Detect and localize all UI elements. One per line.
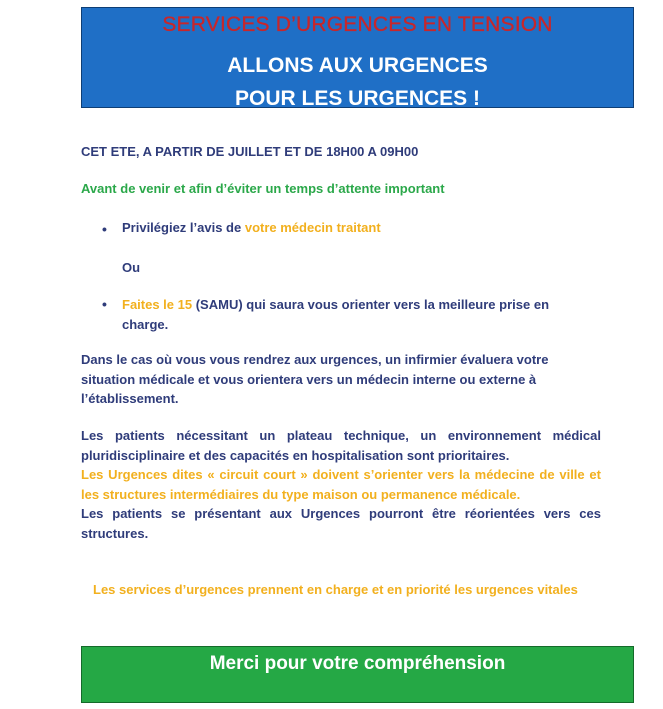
reorientation-text: Les patients se présentant aux Urgences pourront être réorientées vers ces structures. bbox=[81, 506, 601, 541]
triage-paragraph: Dans le cas où vous vous rendrez aux urgences, un infirmier évaluera votre situation médicale et vous orientera vers un médecin interne ou externe à l’établissement. bbox=[81, 352, 549, 406]
bullet-item-doctor-highlight: votre médecin traitant bbox=[244, 220, 381, 235]
header-title-line2: POUR LES URGENCES ! bbox=[234, 87, 481, 110]
short-circuit-text: Les Urgences dites « circuit court » doivent s’orienter vers la médecine de ville et les structures intermédiaires du type maison ou permanence médicale. bbox=[81, 467, 601, 502]
bullet-item-doctor bbox=[122, 219, 381, 237]
intro-text: Avant de venir et afin d’éviter un temps d’attente important bbox=[81, 181, 445, 196]
orientation-paragraph bbox=[81, 426, 601, 543]
bullet-item-doctor-prefix: Privilégiez l’avis de bbox=[122, 220, 245, 235]
schedule-notice: CET ETE, A PARTIR DE JUILLET ET DE 18H00 A 09H00 bbox=[81, 144, 419, 159]
priority-patients-text: Les patients nécessitant un plateau technique, un environnement médical pluridisciplinaire et des capacités en hospitalisation sont prioritaires. bbox=[81, 428, 601, 463]
vital-emergencies-note: Les services d’urgences prennent en charge et en priorité les urgences vitales bbox=[93, 582, 578, 597]
header-title-line1: ALLONS AUX URGENCES bbox=[227, 54, 488, 77]
thanks-message: Merci pour votre compréhension bbox=[209, 653, 506, 674]
header-alert-title: SERVICES D’URGENCES EN TENSION bbox=[162, 13, 553, 36]
bullet-icon: • bbox=[102, 221, 107, 237]
or-separator: Ou bbox=[122, 260, 141, 275]
bullet-item-samu bbox=[122, 295, 592, 335]
bullet-icon: • bbox=[102, 296, 107, 312]
bullet-item-samu-highlight: Faites le 15 bbox=[122, 297, 193, 312]
thanks-banner bbox=[81, 646, 634, 703]
header-banner bbox=[81, 7, 634, 108]
bullet-item-samu-rest: (SAMU) qui saura vous orienter vers la meilleure prise en charge. bbox=[122, 297, 550, 332]
